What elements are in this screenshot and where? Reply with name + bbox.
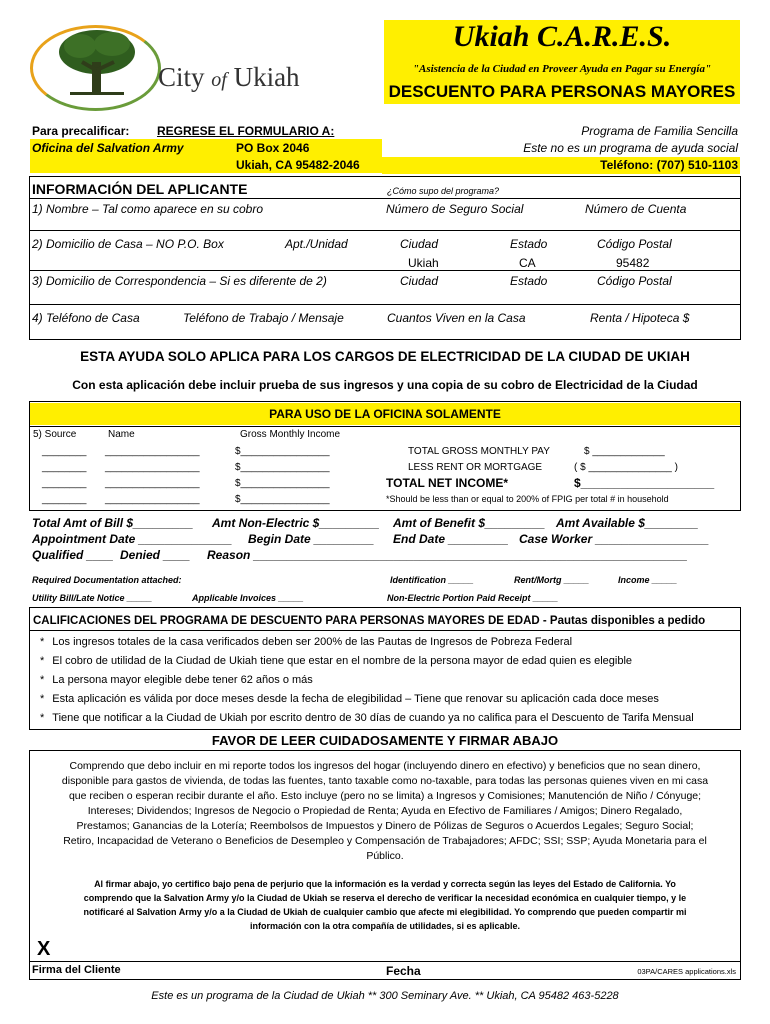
program-title: Ukiah C.A.R.E.S. xyxy=(452,20,672,53)
account-field-label: Número de Cuenta xyxy=(585,202,687,216)
case-worker-field[interactable]: Case Worker _________________ xyxy=(519,532,709,546)
qualification-item: * Los ingresos totales de la casa verificados deben ser 200% de las Pautas de Ingresos de Pobreza Federal xyxy=(40,636,573,648)
text-line: Al firmar abajo, yo certifico bajo pena de perjurio que la información es la verdad y correcta según las leyes del Estado de California. Yo xyxy=(94,879,676,889)
mailing-state-label: Estado xyxy=(510,274,548,288)
program-name: DESCUENTO PARA PERSONAS MAYORES xyxy=(388,82,736,101)
denied-field[interactable]: Denied ____ xyxy=(120,548,191,562)
name-blank[interactable]: _________________ xyxy=(105,478,200,489)
home-address-label: 2) Domicilio de Casa – NO P.O. Box xyxy=(32,237,224,251)
text-line: Comprendo que debo incluir en mi reporte todos los ingresos del hogar (incluyendo dinero en efectivo) y beneficios que no sean dinero, xyxy=(69,760,701,772)
text-line: Retiro, Incapacidad de Veterano o Beneficios de Desempleo y Compensación de Trabajadores; AFDC; SSI; SSP; Ayuda Monetaria para el xyxy=(63,835,707,847)
name-field-label: 1) Nombre – Tal como aparece en su cobro xyxy=(32,202,264,216)
apt-label: Apt./Unidad xyxy=(285,237,348,251)
text-line: disponible para gastos de vivienda, de todas las fuentes, tanto taxable como no-taxable, para todas las personas quienes viven en mi casa xyxy=(61,775,709,787)
total-gross-label: TOTAL GROSS MONTHLY PAY xyxy=(408,446,550,457)
text-line: notificaré al Salvation Army y/o a la Ciudad de Ukiah de cualquier cambio que afecte mi elegibilidad. Yo comprendo que pueden compartir mi xyxy=(83,907,687,917)
state-value: CA xyxy=(519,256,536,270)
precalify-label: Para precalificar: xyxy=(32,124,130,138)
source-blank[interactable]: ________ xyxy=(42,462,87,473)
less-rent-label: LESS RENT OR MORTGAGE xyxy=(408,462,543,473)
work-phone-label: Teléfono de Trabajo / Mensaje xyxy=(183,311,344,325)
utility-bill-check[interactable]: Utility Bill/Late Notice _____ xyxy=(32,593,153,603)
income-check[interactable]: Income _____ xyxy=(618,575,678,585)
available-field[interactable]: Amt Available $________ xyxy=(556,516,699,530)
signature-x-mark: X xyxy=(37,938,51,960)
mailing-address-label: 3) Domicilio de Correspondencia – Si es diferente de 2) xyxy=(32,274,327,288)
electricity-notice: ESTA AYUDA SOLO APLICA PARA LOS CARGOS DE ELECTRICIDAD DE LA CIUDAD DE UKIAH xyxy=(80,349,690,364)
program-type: Programa de Familia Sencilla xyxy=(581,124,738,138)
source-blank[interactable]: ________ xyxy=(42,446,87,457)
city-logo-text: City of Ukiah xyxy=(158,62,300,92)
signature-label[interactable]: Firma del Cliente xyxy=(32,964,121,976)
household-label: Cuantos Viven en la Casa xyxy=(387,311,526,325)
invoices-check[interactable]: Applicable Invoices _____ xyxy=(192,593,304,603)
source-blank[interactable]: ________ xyxy=(42,478,87,489)
qualifications-title: CALIFICACIONES DEL PROGRAMA DE DESCUENTO PARA PERSONAS MAYORES DE EDAD - Pautas disponibles a pedido xyxy=(33,615,706,627)
text-line: comprendo que la Salvation Army y/o la Ciudad de Ukiah se reserva el derecho de verificar la necesidad económica en cualquier tiempo, y le xyxy=(83,893,687,903)
ssn-field-label: Número de Seguro Social xyxy=(386,202,524,216)
zip-value: 95482 xyxy=(616,256,650,270)
total-gross-value[interactable]: $ _____________ xyxy=(584,446,665,457)
gross-income-header: Gross Monthly Income xyxy=(240,429,341,440)
less-rent-value[interactable]: ( $ _______________ ) xyxy=(574,462,678,473)
qualification-item: * El cobro de utilidad de la Ciudad de Ukiah tiene que estar en el nombre de la persona mayor de edad quien es elegible xyxy=(40,655,632,667)
date-label[interactable]: Fecha xyxy=(386,964,421,978)
po-box: PO Box 2046 xyxy=(236,141,310,155)
end-date-field[interactable]: End Date _________ xyxy=(393,532,509,546)
rent-mortgage-check[interactable]: Rent/Mortg _____ xyxy=(514,575,590,585)
qualification-item: * La persona mayor elegible debe tener 62 años o más xyxy=(40,674,313,686)
qualification-item: * Tiene que notificar a la Ciudad de Ukiah por escrito dentro de 30 días de cuando ya no califica para el Descuento de Tarifa Mensual xyxy=(40,712,694,724)
proof-of-income-notice: Con esta aplicación debe incluir prueba de sus ingresos y una copia de su cobro de Electricidad de la Ciudad xyxy=(72,378,698,392)
name-header: Name xyxy=(108,429,135,440)
text-line: Público. xyxy=(366,850,404,862)
reason-field[interactable]: Reason _________________________________________________________________ xyxy=(207,548,688,562)
name-blank[interactable]: _________________ xyxy=(105,462,200,473)
source-blank[interactable]: ________ xyxy=(42,494,87,505)
net-income-value[interactable]: $____________________ xyxy=(574,476,715,490)
fpig-note: *Should be less than or equal to 200% of FPIG per total # in household xyxy=(386,494,669,504)
receipt-check[interactable]: Non-Electric Portion Paid Receipt _____ xyxy=(387,593,559,603)
amount-blank[interactable]: $________________ xyxy=(235,494,330,505)
file-reference: 03PA/CARES applications.xls xyxy=(637,967,736,976)
amount-blank[interactable]: $________________ xyxy=(235,478,330,489)
benefit-field[interactable]: Amt of Benefit $_________ xyxy=(393,516,546,530)
mailing-city-label: Ciudad xyxy=(400,274,439,288)
certification-text xyxy=(29,877,741,933)
required-docs-label: Required Documentation attached: xyxy=(32,575,182,585)
qualification-item: * Esta aplicación es válida por doce meses desde la fecha de elegibilidad – Tiene que renovar su aplicación cada doce meses xyxy=(40,693,659,705)
identification-check[interactable]: Identification _____ xyxy=(390,575,474,585)
city-zip: Ukiah, CA 95482-2046 xyxy=(236,158,360,172)
footer-address: Este es un programa de la Ciudad de Ukiah ** 300 Seminary Ave. ** Ukiah, CA 95482 463-5228 xyxy=(151,990,619,1002)
state-label: Estado xyxy=(510,237,548,251)
begin-date-field[interactable]: Begin Date _________ xyxy=(248,532,375,546)
city-value: Ukiah xyxy=(408,256,439,270)
how-heard-label: ¿Cómo supo del programa? xyxy=(387,186,500,196)
oak-tree-icon xyxy=(52,22,142,102)
amount-blank[interactable]: $________________ xyxy=(235,446,330,457)
city-label: Ciudad xyxy=(400,237,439,251)
text-line: Prestamos; Ganancias de la Lotería; Reembolsos de Impuestos y Dinero de Pólizas de Seguros o Acuerdos Legales; Seguro Social; xyxy=(76,820,694,832)
text-line: Intereses; Dividendos; Ingresos de Negocio o Propiedad de Renta; Ayuda en Efectivo de Familiares / Amigos; Dinero Regalado, xyxy=(87,805,683,817)
text-line: que reciben o esperan recibir durante el año. Esto incluye (pero no se limita) a Ingresos y Comisiones; Manutención de Niño / Cónyuge; xyxy=(68,790,702,802)
mailing-zip-label: Código Postal xyxy=(597,274,672,288)
office-use-title: PARA USO DE LA OFICINA SOLAMENTE xyxy=(269,407,501,421)
office-name: Oficina del Salvation Army xyxy=(32,141,184,155)
home-phone-label: 4) Teléfono de Casa xyxy=(32,311,140,325)
income-disclosure-text xyxy=(29,759,741,864)
net-income-label: TOTAL NET INCOME* xyxy=(386,476,509,490)
non-electric-field[interactable]: Amt Non-Electric $_________ xyxy=(212,516,380,530)
text-line: información con la otra compañía de utilidades, si es aplicable. xyxy=(249,921,521,931)
return-instruction: REGRESE EL FORMULARIO A: xyxy=(157,124,335,138)
sign-section-title: FAVOR DE LEER CUIDADOSAMENTE Y FIRMAR ABAJO xyxy=(211,733,559,748)
program-note: Este no es un programa de ayuda social xyxy=(523,141,738,155)
applicant-section-title: INFORMACIÓN DEL APLICANTE xyxy=(32,181,248,197)
total-bill-field[interactable]: Total Amt of Bill $_________ xyxy=(32,516,194,530)
amount-blank[interactable]: $________________ xyxy=(235,462,330,473)
name-blank[interactable]: _________________ xyxy=(105,494,200,505)
appointment-date-field[interactable]: Appointment Date ______________ xyxy=(32,532,233,546)
rent-label: Renta / Hipoteca $ xyxy=(590,311,690,325)
program-phone: Teléfono: (707) 510-1103 xyxy=(600,158,738,172)
qualified-field[interactable]: Qualified ____ xyxy=(32,548,114,562)
zip-label: Código Postal xyxy=(597,237,672,251)
program-subtitle: "Asistencia de la Ciudad en Proveer Ayuda en Pagar su Energía" xyxy=(412,63,712,75)
source-header: 5) Source xyxy=(33,429,77,440)
name-blank[interactable]: _________________ xyxy=(105,446,200,457)
